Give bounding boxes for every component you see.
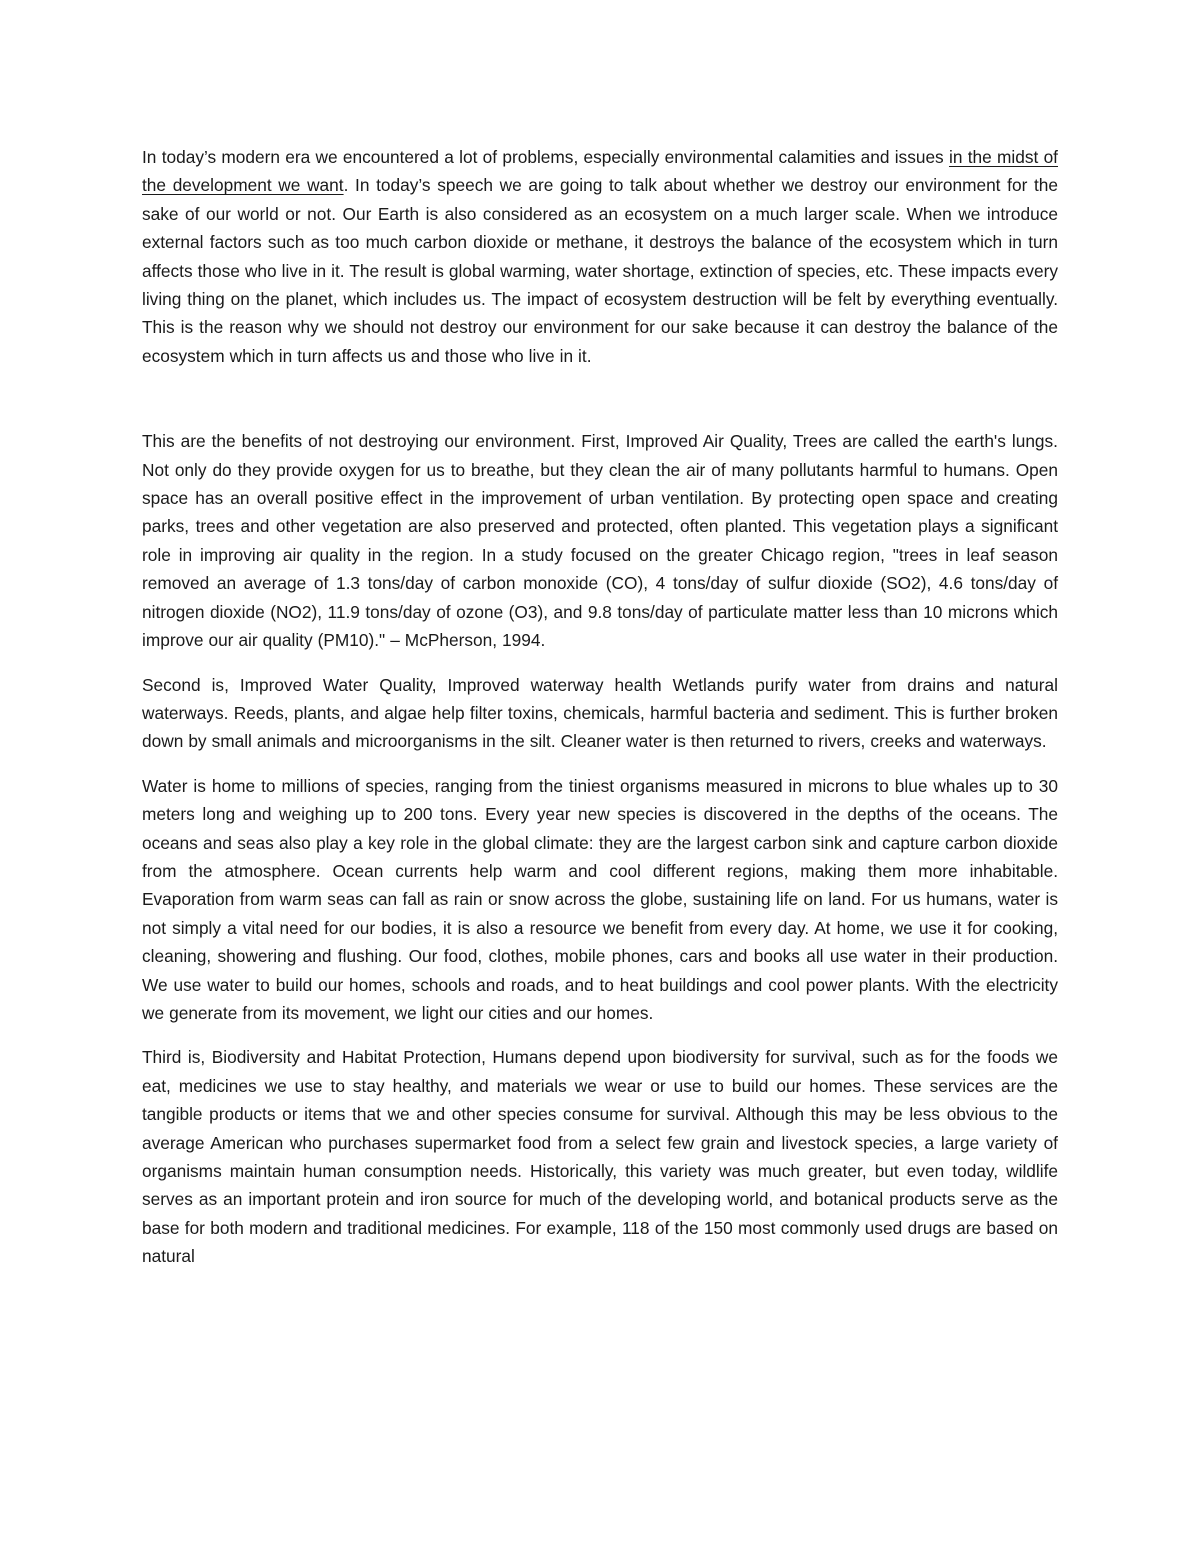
paragraph-air-quality: This are the benefits of not destroying our environment. First, Improved Air Quality, Trees are called the earth's lungs. Not only do they provide oxygen for us to breathe, but they clean the air of many pollutants harmful to humans. Open space has an overall positive effect in the improvement of urban ventilation. By protecting open space and creating parks, trees and other vegetation are also preserved and protected, often planted. This vegetation plays a significant role in improving air quality in the region. In a study focused on the greater Chicago region, "trees in leaf season removed an average of 1.3 tons/day of carbon monoxide (CO), 4 tons/day of sulfur dioxide (SO2), 4.6 tons/day of nitrogen dioxide (NO2), 11.9 tons/day of ozone (O3), and 9.8 tons/day of particulate matter less than 10 microns which improve our air quality (PM10)." – McPherson, 1994. — [142, 431, 1058, 651]
paragraph-water-quality: Second is, Improved Water Quality, Improved waterway health Wetlands purify water from drains and natural waterways. Reeds, plants, and algae help filter toxins, chemicals, harmful bacteria and sediment. This is further broken down by small animals and microorganisms in the silt. Cleaner water is then returned to rivers, creeks and waterways. — [142, 674, 1058, 752]
paragraph-introduction — [142, 143, 1058, 370]
intro-text-start: In today’s modern era we encountered a lot of problems, especially environmental calamities and issues — [142, 147, 949, 167]
underlined-phrase: in the midst of the development we want — [142, 147, 1058, 196]
paragraph-biodiversity: Third is, Biodiversity and Habitat Protection, Humans depend upon biodiversity for survival, such as for the foods we eat, medicines we use to stay healthy, and materials we wear or use to build our homes. These services are the tangible products or items that we and other species consume for survival. Although this may be less obvious to the average American who purchases supermarket food from a select few grain and livestock species, a large variety of organisms maintain human consumption needs. Historically, this variety was much greater, but even today, wildlife serves as an important protein and iron source for much of the developing world, and botanical products serve as the base for both modern and traditional medicines. For example, 118 of the 150 most commonly used drugs are based on natural — [142, 1047, 1058, 1267]
intro-text-rest: . In today’s speech we are going to talk about whether we destroy our environment for the sake of our world or not. Our Earth is also considered as an ecosystem on a much larger scale. When we introduce external factors such as too much carbon dioxide or methane, it destroys the balance of the ecosystem which in turn affects those who live in it. The result is global warming, water shortage, extinction of species, etc. These impacts every living thing on the planet, which includes us. The impact of ecosystem destruction will be felt by everything eventually. This is the reason why we should not destroy our environment for our sake because it can destroy the balance of the ecosystem which in turn affects us and those who live in it. — [142, 175, 1059, 366]
paragraph-water-species: Water is home to millions of species, ranging from the tiniest organisms measured in microns to blue whales up to 30 meters long and weighing up to 200 tons. Every year new species is discovered in the depths of the oceans. The oceans and seas also play a key role in the global climate: they are the largest carbon sink and capture carbon dioxide from the atmosphere. Ocean currents help warm and cool different regions, making them more inhabitable. Evaporation from warm seas can fall as rain or snow across the globe, sustaining life on land. For us humans, water is not simply a vital need for our bodies, it is also a resource we benefit from every day. At home, we use it for cooking, cleaning, showering and flushing. Our food, clothes, mobile phones, cars and books all use water in their production. We use water to build our homes, schools and roads, and to heat buildings and cool power plants. With the electricity we generate from its movement, we light our cities and our homes. — [142, 775, 1058, 1023]
